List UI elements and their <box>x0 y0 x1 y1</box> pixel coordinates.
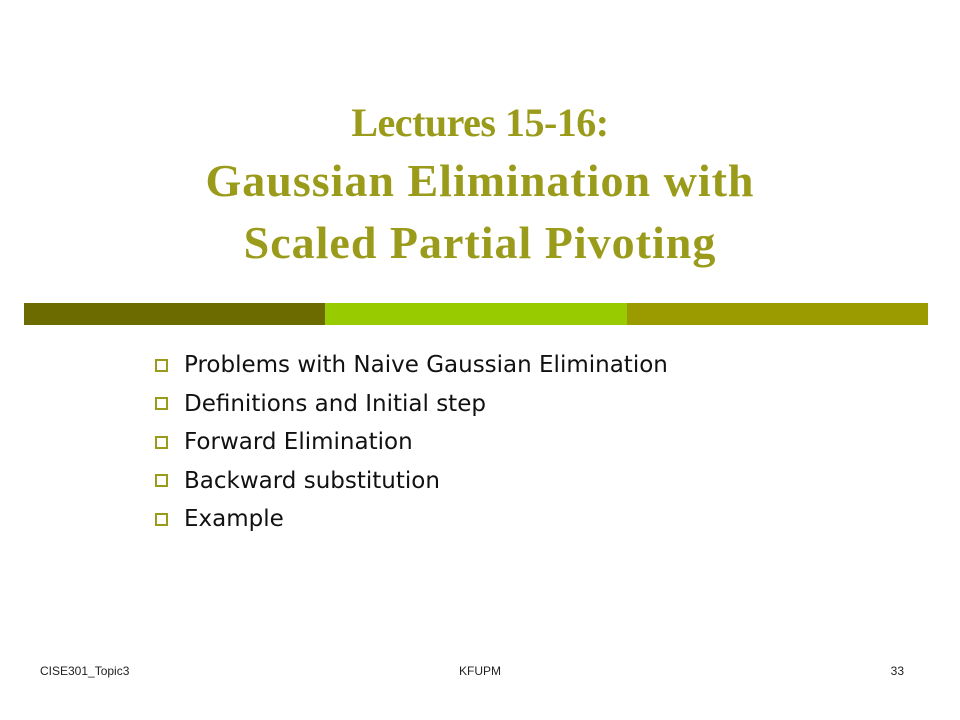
list-item <box>155 423 668 462</box>
title-line-3: Scaled Partial Pivoting <box>243 217 717 268</box>
divider-segment-olive <box>627 303 928 325</box>
hollow-square-icon <box>155 474 168 487</box>
list-item <box>155 385 668 424</box>
hollow-square-icon <box>155 397 168 410</box>
divider-segment-dark <box>24 303 325 325</box>
divider-bar <box>24 303 928 325</box>
hollow-square-icon <box>155 513 168 526</box>
footer-course-code: CISE301_Topic3 <box>40 664 130 678</box>
bullet-label: Backward substitution <box>184 467 440 494</box>
footer-page-number: 33 <box>890 664 904 678</box>
list-item <box>155 346 668 385</box>
bullet-label: Example <box>184 506 284 533</box>
title-line-2: Gaussian Elimination with <box>205 155 755 206</box>
title-line-1: Lectures 15-16: <box>351 100 609 145</box>
bullet-label: Forward Elimination <box>184 429 413 456</box>
footer-institution: KFUPM <box>459 664 501 678</box>
bullet-label: Problems with Naive Gaussian Elimination <box>184 352 668 379</box>
list-item <box>155 462 668 501</box>
hollow-square-icon <box>155 436 168 449</box>
list-item <box>155 500 668 539</box>
divider-segment-light <box>325 303 627 325</box>
slide-title <box>0 96 960 274</box>
bullet-list <box>155 346 668 539</box>
bullet-label: Definitions and Initial step <box>184 390 486 417</box>
hollow-square-icon <box>155 359 168 372</box>
